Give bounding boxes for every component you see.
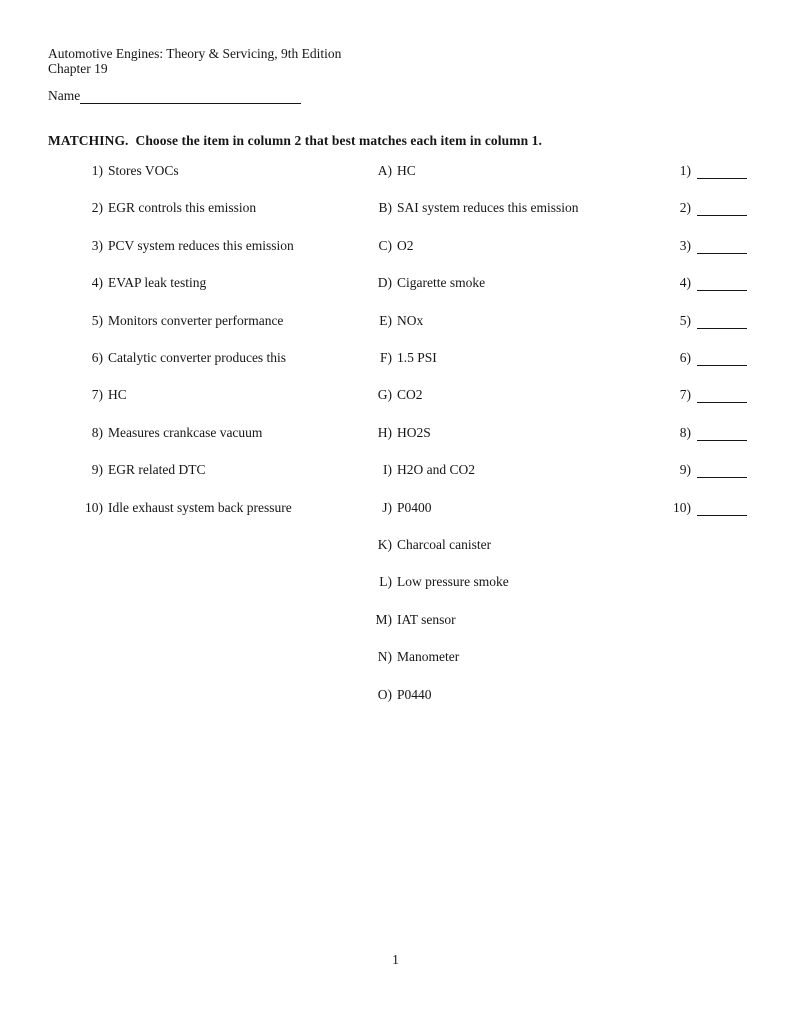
option-text: P0440 xyxy=(397,686,432,702)
page-number: 1 xyxy=(392,952,399,967)
option-text: HC xyxy=(397,163,416,178)
option-letter: I) xyxy=(383,462,392,478)
answer-row xyxy=(630,423,765,460)
option-text: H2O and CO2 xyxy=(397,462,475,478)
item-number: 7) xyxy=(91,387,103,403)
option-text: 1.5 PSI xyxy=(397,350,437,366)
option-letter: O) xyxy=(377,686,392,702)
option-letter: H) xyxy=(377,424,392,440)
column2-options xyxy=(340,161,640,722)
answer-number: 9) xyxy=(679,462,691,478)
option-text: Manometer xyxy=(397,649,460,665)
item-text: Monitors converter performance xyxy=(108,312,284,328)
column1-item xyxy=(48,236,360,273)
column2-option xyxy=(340,311,640,348)
name-blank xyxy=(80,90,301,104)
answer-number: 1) xyxy=(679,163,691,178)
option-text: IAT sensor xyxy=(397,611,456,627)
column1-item xyxy=(48,311,360,348)
answer-row xyxy=(630,198,765,235)
option-letter: E) xyxy=(379,312,392,328)
answer-number: 10) xyxy=(673,499,691,515)
answer-number: 7) xyxy=(679,387,691,403)
option-letter: C) xyxy=(378,237,392,253)
answer-row xyxy=(630,385,765,422)
column1-item xyxy=(48,348,360,385)
item-number: 1) xyxy=(91,163,103,178)
option-text: Charcoal canister xyxy=(397,537,492,553)
answer-row xyxy=(630,311,765,348)
answer-blank xyxy=(697,163,747,179)
answer-number: 8) xyxy=(679,424,691,440)
option-text: CO2 xyxy=(397,387,423,403)
column2-option xyxy=(340,423,640,460)
column1-item xyxy=(48,498,360,535)
column2-option xyxy=(340,273,640,310)
book-title: Automotive Engines: Theory & Servicing, 9th Edition xyxy=(48,46,342,61)
column2-option xyxy=(340,348,640,385)
option-text: HO2S xyxy=(397,424,431,440)
item-number: 3) xyxy=(91,237,103,253)
option-text: P0400 xyxy=(397,499,432,515)
item-number: 6) xyxy=(91,350,103,366)
answer-blank xyxy=(697,238,747,254)
chapter-title: Chapter 19 xyxy=(48,60,108,76)
name-label: Name xyxy=(48,88,81,103)
column2-option xyxy=(340,572,640,609)
item-text: PCV system reduces this emission xyxy=(108,237,294,253)
item-number: 9) xyxy=(91,462,103,478)
option-text: Low pressure smoke xyxy=(397,574,509,590)
answer-row xyxy=(630,498,765,535)
item-number: 5) xyxy=(91,312,103,328)
answer-row xyxy=(630,460,765,497)
option-letter: J) xyxy=(382,499,392,515)
option-letter: D) xyxy=(377,275,392,291)
column2-option xyxy=(340,647,640,684)
column1-item xyxy=(48,198,360,235)
option-text: O2 xyxy=(397,237,414,253)
option-text: Cigarette smoke xyxy=(397,275,486,291)
answer-row xyxy=(630,348,765,385)
answer-row xyxy=(630,236,765,273)
answer-blank xyxy=(697,425,747,441)
option-letter: A) xyxy=(377,163,392,178)
item-text: EVAP leak testing xyxy=(108,275,207,291)
item-number: 8) xyxy=(91,424,103,440)
item-text: Stores VOCs xyxy=(108,163,179,178)
option-letter: N) xyxy=(377,649,392,665)
answer-blank-column xyxy=(630,161,765,535)
column2-option xyxy=(340,236,640,273)
column1-item xyxy=(48,273,360,310)
item-text: EGR controls this emission xyxy=(108,200,257,216)
matching-instructions: MATCHING. Choose the item in column 2 that best matches each item in column 1. xyxy=(48,133,542,148)
answer-blank xyxy=(697,462,747,478)
item-text: Measures crankcase vacuum xyxy=(108,424,263,440)
column1-items xyxy=(48,161,360,535)
column1-item xyxy=(48,385,360,422)
item-text: Idle exhaust system back pressure xyxy=(108,499,292,515)
document-header xyxy=(48,47,341,76)
answer-blank xyxy=(697,350,747,366)
column1-item xyxy=(48,460,360,497)
column1-item xyxy=(48,161,360,198)
option-text: NOx xyxy=(397,312,424,328)
item-number: 2) xyxy=(91,200,103,216)
answer-blank xyxy=(697,275,747,291)
option-letter: G) xyxy=(377,387,392,403)
column2-option xyxy=(340,198,640,235)
option-text: SAI system reduces this emission xyxy=(397,200,579,216)
answer-blank xyxy=(697,200,747,216)
column2-option xyxy=(340,610,640,647)
column2-option xyxy=(340,460,640,497)
item-number: 10) xyxy=(85,499,103,515)
item-number: 4) xyxy=(91,275,103,291)
answer-number: 2) xyxy=(679,200,691,216)
answer-number: 5) xyxy=(679,312,691,328)
answer-row xyxy=(630,273,765,310)
answer-number: 3) xyxy=(679,237,691,253)
column2-option xyxy=(340,161,640,198)
option-letter: L) xyxy=(379,574,392,590)
option-letter: M) xyxy=(375,611,392,627)
option-letter: K) xyxy=(377,537,392,553)
column2-option xyxy=(340,498,640,535)
option-letter: F) xyxy=(379,350,392,366)
answer-blank xyxy=(697,500,747,516)
column2-option xyxy=(340,685,640,722)
item-text: EGR related DTC xyxy=(108,462,206,478)
answer-blank xyxy=(697,387,747,403)
name-row xyxy=(48,88,301,104)
column1-item xyxy=(48,423,360,460)
answer-blank xyxy=(697,313,747,329)
answer-row xyxy=(630,161,765,198)
answer-number: 4) xyxy=(679,275,691,291)
option-letter: B) xyxy=(378,200,392,216)
answer-number: 6) xyxy=(679,350,691,366)
column2-option xyxy=(340,535,640,572)
column2-option xyxy=(340,385,640,422)
item-text: Catalytic converter produces this xyxy=(108,350,287,366)
item-text: HC xyxy=(108,387,127,403)
